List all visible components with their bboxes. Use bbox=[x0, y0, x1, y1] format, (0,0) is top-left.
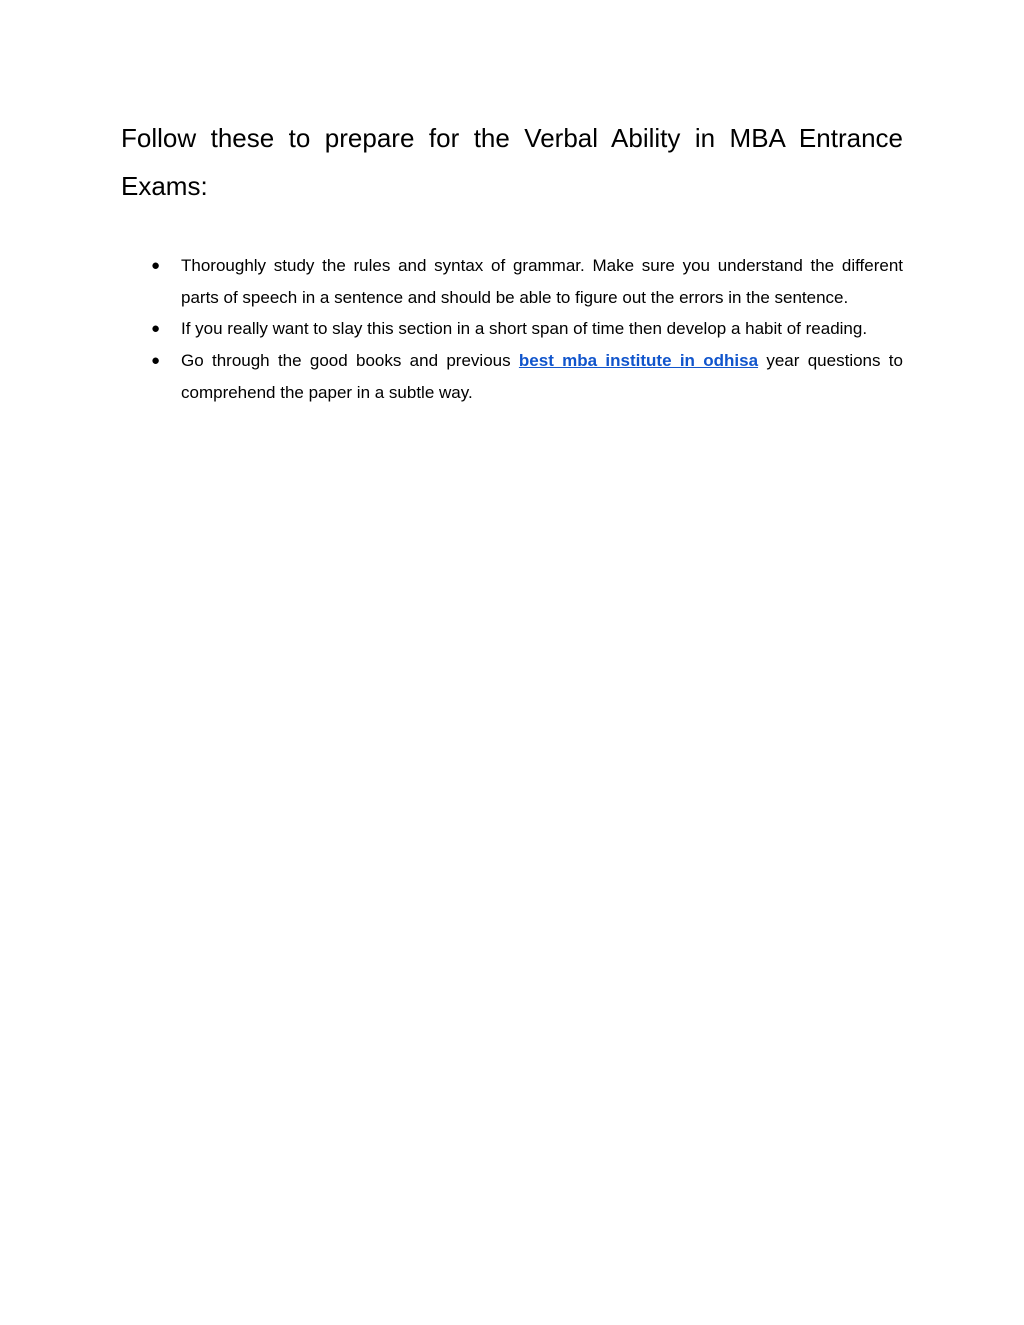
list-item-text-after: year questions to comprehend the paper in a subtle way. bbox=[181, 351, 903, 402]
list-item-text: Thoroughly study the rules and syntax of grammar. Make sure you understand the different parts of speech in a sentence and should be able to figure out the errors in the sentence. bbox=[181, 256, 903, 307]
list-item bbox=[121, 250, 903, 313]
list-item-text-before: Go through the good books and previous bbox=[181, 351, 519, 371]
institute-link[interactable]: best mba institute in odhisa bbox=[518, 351, 759, 371]
list-item-text: If you really want to slay this section in a short span of time then develop a habit of reading. bbox=[181, 319, 868, 339]
list-item-text bbox=[181, 345, 903, 408]
page-heading: Follow these to prepare for the Verbal Ability in MBA Entrance Exams: bbox=[121, 123, 903, 201]
list-item bbox=[121, 345, 903, 408]
bullet-list bbox=[121, 250, 903, 409]
list-item bbox=[121, 313, 903, 345]
bullet-icon: ● bbox=[151, 320, 161, 338]
bullet-icon: ● bbox=[151, 257, 161, 274]
bullet-icon: ● bbox=[151, 352, 161, 370]
